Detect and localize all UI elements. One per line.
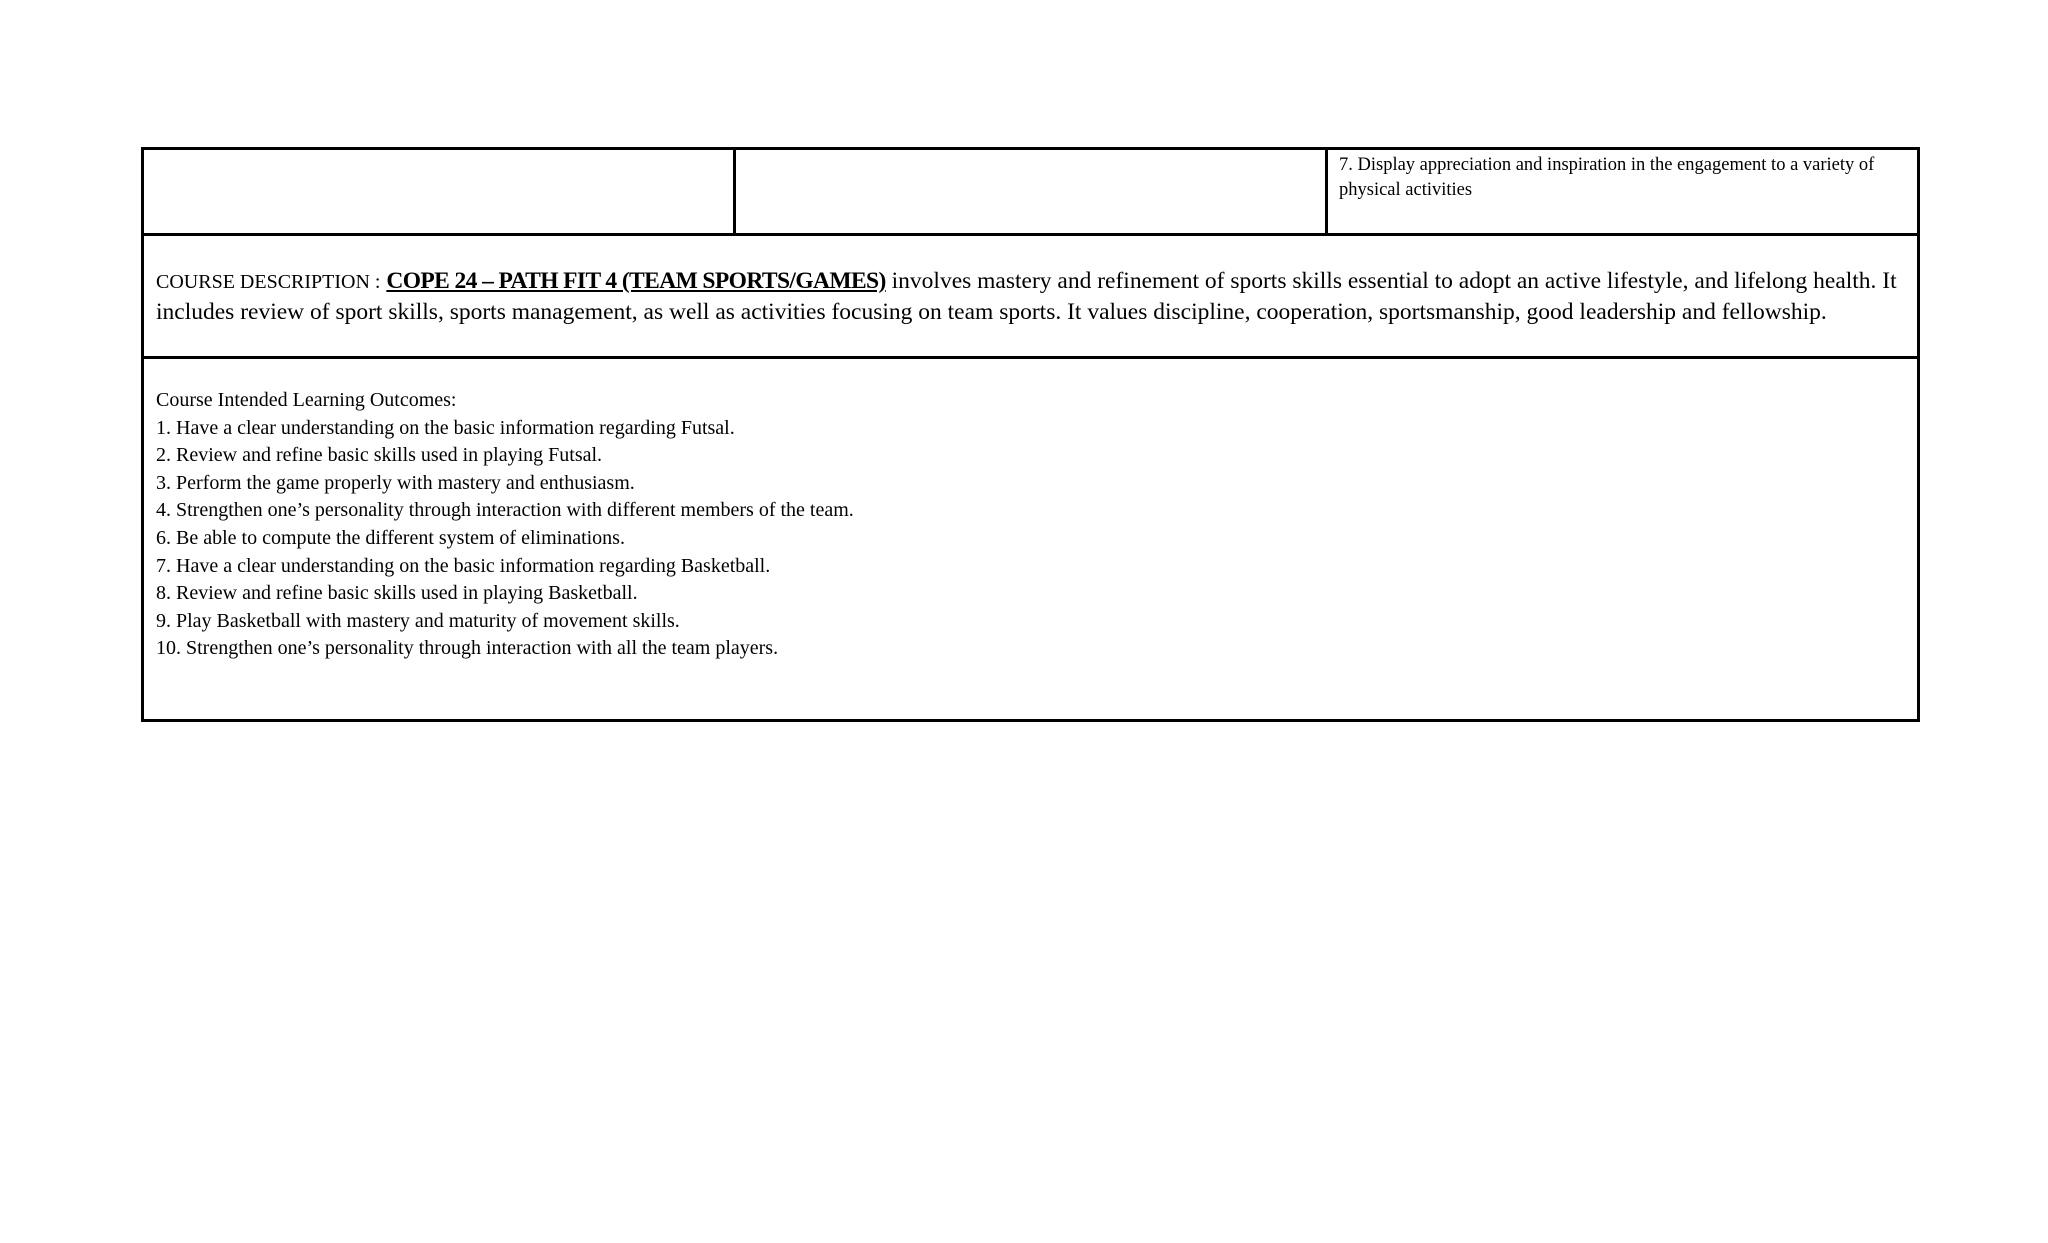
table-cell-outcome-7: 7. Display appreciation and inspiration in the engagement to a variety of physical activities — [1339, 155, 1875, 200]
learning-outcomes-row — [144, 359, 1917, 719]
list-item: 10. Strengthen one’s personality through interaction with all the team players. — [156, 637, 779, 660]
course-description-text: involves mastery and refinement of sports skills essential to adopt an active lifestyle, and lifelong health. It includes review of sport skills, sports management, as well as activities focusing on team sports. It values discipline, cooperation, sportsmanship, good leadership and fellowship. — [156, 268, 1897, 325]
course-description-label: COURSE DESCRIPTION : — [156, 271, 381, 293]
syllabus-table — [141, 147, 1920, 722]
course-code-title: COPE 24 – PATH FIT 4 (TEAM SPORTS/GAMES) — [386, 268, 886, 294]
list-item: 4. Strengthen one’s personality through interaction with different members of the team. — [156, 499, 854, 522]
list-item: 1. Have a clear understanding on the basic information regarding Futsal. — [156, 416, 735, 439]
list-item: 3. Perform the game properly with mastery and enthusiasm. — [156, 471, 635, 494]
course-description-row — [144, 236, 1917, 359]
table-row-top — [144, 150, 1917, 236]
learning-outcomes-heading: Course Intended Learning Outcomes: — [156, 389, 457, 411]
list-item: 2. Review and refine basic skills used in playing Futsal. — [156, 444, 603, 467]
list-item: 9. Play Basketball with mastery and maturity of movement skills. — [156, 609, 680, 632]
list-item: 8. Review and refine basic skills used in playing Basketball. — [156, 582, 638, 605]
list-item: 7. Have a clear understanding on the basic information regarding Basketball. — [156, 554, 771, 577]
table-cell-empty-1 — [144, 150, 736, 233]
list-item: 6. Be able to compute the different system of eliminations. — [156, 526, 625, 549]
table-cell-empty-2 — [736, 150, 1328, 233]
